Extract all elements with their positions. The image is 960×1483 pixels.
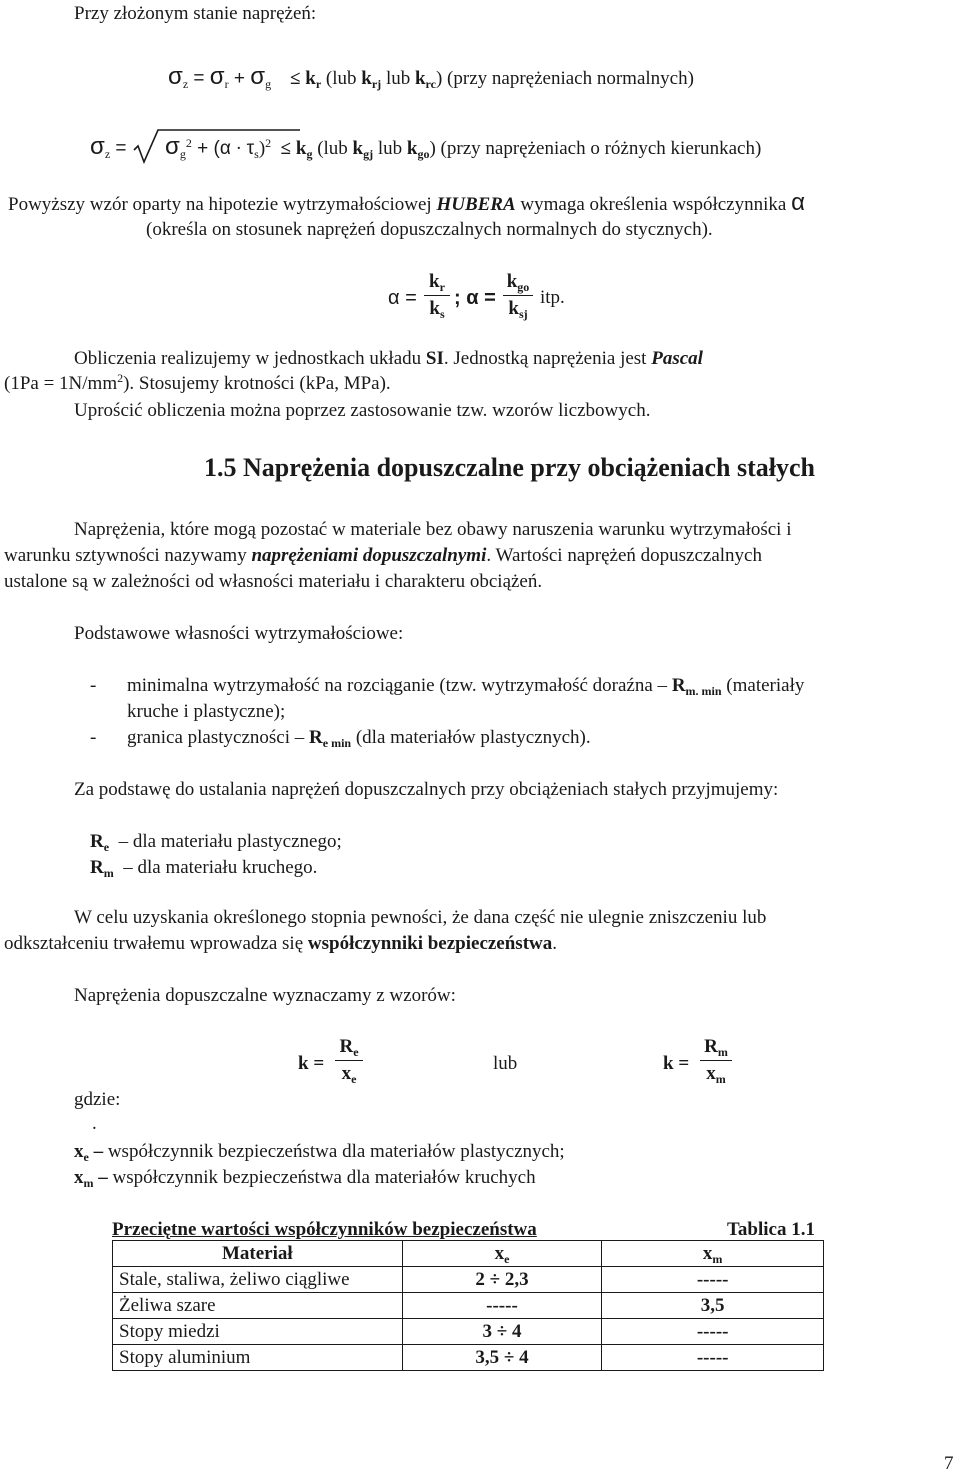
table-header-cell: $x_e$ <box>402 1241 602 1267</box>
si-line-1: Obliczenia realizujemy w jednostkach układu SI. Jednostką naprężenia jest Pascal <box>74 348 703 369</box>
table-row <box>113 1345 824 1371</box>
k-lhs-1: k = <box>298 1053 325 1074</box>
list-bullet: - <box>90 675 97 696</box>
safety-line-1: W celu uzyskania określonego stopnia pewności, że dana część nie ulegnie zniszczeniu lub <box>74 907 767 928</box>
alpha-fraction-1: $k_r$ $k_s$ <box>424 270 450 321</box>
definition-line-2: warunku sztywności nazywamy naprężeniami dopuszczalnymi. Wartości naprężeń dopuszczalnych <box>4 545 762 566</box>
formula-combined-stress: $\sigma_z$ = $\sigma_g^2 + (\alpha \cdot \tau_s)^2 \le k_g$ (lub $k_{gj}$ lub $k_{go}$) (przy naprężeniach o różnych kierunkach) <box>90 133 762 161</box>
page-number: 7 <box>944 1453 954 1474</box>
dot-mark: . <box>92 1113 97 1134</box>
si-line-2: $(1Pa = 1N/mm^2)$. Stosujemy krotności (kPa, MPa). <box>4 371 391 394</box>
table-cell: ----- <box>602 1267 824 1293</box>
list-bullet: - <box>90 727 97 748</box>
huber-line-1: Powyższy wzór oparty na hipotezie wytrzymałościowej HUBERA wymaga określenia współczynnika α <box>8 189 805 216</box>
table-cell: ----- <box>602 1345 824 1371</box>
alpha-fraction-2: $k_{go}$ $k_{sj}$ <box>503 270 533 321</box>
table-cell: Stopy miedzi <box>113 1319 403 1345</box>
safety-line-2: odkształceniu trwałemu wprowadza się współczynniki bezpieczeństwa. <box>4 933 557 954</box>
table-cell: ----- <box>402 1293 602 1319</box>
basis-line: Za podstawę do ustalania naprężeń dopuszczalnych przy obciążeniach stałych przyjmujemy: <box>74 779 779 800</box>
k-lhs-2: k = <box>663 1053 690 1074</box>
alpha-itp: itp. <box>540 287 565 308</box>
table-caption: Przeciętne wartości współczynników bezpieczeństwa <box>112 1219 537 1240</box>
table-cell: 2 ÷ 2,3 <box>402 1267 602 1293</box>
table-cell: 3,5 ÷ 4 <box>402 1345 602 1371</box>
table-cell: 3,5 <box>602 1293 824 1319</box>
table-cell: Stopy aluminium <box>113 1345 403 1371</box>
formula-normal-stress: $\sigma_z = \sigma_r + \sigma_g$ ≤ $k_r$ (lub $k_{rj}$ lub $k_{rc}$) (przy naprężeniach normalnych) <box>168 63 694 91</box>
table-header-row <box>113 1241 824 1267</box>
table-cell: 3 ÷ 4 <box>402 1319 602 1345</box>
si-line-3: Uprościć obliczenia można poprzez zastosowanie tzw. wzorów liczbowych. <box>74 400 651 421</box>
table-header-cell: $x_m$ <box>602 1241 824 1267</box>
xm-definition: $x_m$ – współczynnik bezpieczeństwa dla materiałów kruchych <box>74 1167 536 1190</box>
definition-line-1: Naprężenia, które mogą pozostać w materiale bez obawy naruszenia warunku wytrzymałości i <box>74 519 792 540</box>
table-cell: ----- <box>602 1319 824 1345</box>
safety-factor-table <box>112 1240 824 1371</box>
table-cell: Stale, staliwa, żeliwo ciągliwe <box>113 1267 403 1293</box>
k-fraction-plastic: $R_e$ $x_e$ <box>335 1035 363 1086</box>
basis-rm: $R_m$ – dla materiału kruchego. <box>90 857 318 880</box>
xe-definition: $x_e$ – współczynnik bezpieczeństwa dla materiałów plastycznych; <box>74 1141 565 1164</box>
properties-title: Podstawowe własności wytrzymałościowe: <box>74 623 404 644</box>
alpha-lhs: α = <box>388 287 417 309</box>
table-row <box>113 1319 824 1345</box>
table-header-cell: Materiał <box>113 1241 403 1267</box>
definition-line-3: ustalone są w zależności od własności materiału i charakteru obciążeń. <box>4 571 543 592</box>
property-item-2: granica plastyczności – $R_{e min}$ (dla materiałów plastycznych). <box>127 727 591 750</box>
allowable-formula-intro: Naprężenia dopuszczalne wyznaczamy z wzorów: <box>74 985 456 1006</box>
gdzie-label: gdzie: <box>74 1089 121 1110</box>
basis-re: $R_e$ – dla materiału plastycznego; <box>90 831 342 854</box>
k-lub: lub <box>493 1053 518 1074</box>
property-item-1-cont: kruche i plastyczne); <box>127 701 286 722</box>
table-cell: Żeliwa szare <box>113 1293 403 1319</box>
intro-text: Przy złożonym stanie naprężeń: <box>74 3 317 24</box>
alpha-separator: ; α = <box>454 287 496 309</box>
table-row <box>113 1267 824 1293</box>
table-label: Tablica 1.1 <box>727 1219 815 1240</box>
table-row <box>113 1293 824 1319</box>
k-fraction-brittle: $R_m$ $x_m$ <box>700 1035 732 1086</box>
huber-line-2: (określa on stosunek naprężeń dopuszczalnych normalnych do stycznych). <box>146 219 713 240</box>
property-item-1: minimalna wytrzymałość na rozciąganie (tzw. wytrzymałość doraźna – $R_{m. min}$ (materiały <box>127 675 805 698</box>
section-heading: 1.5 Naprężenia dopuszczalne przy obciążeniach stałych <box>204 453 815 482</box>
